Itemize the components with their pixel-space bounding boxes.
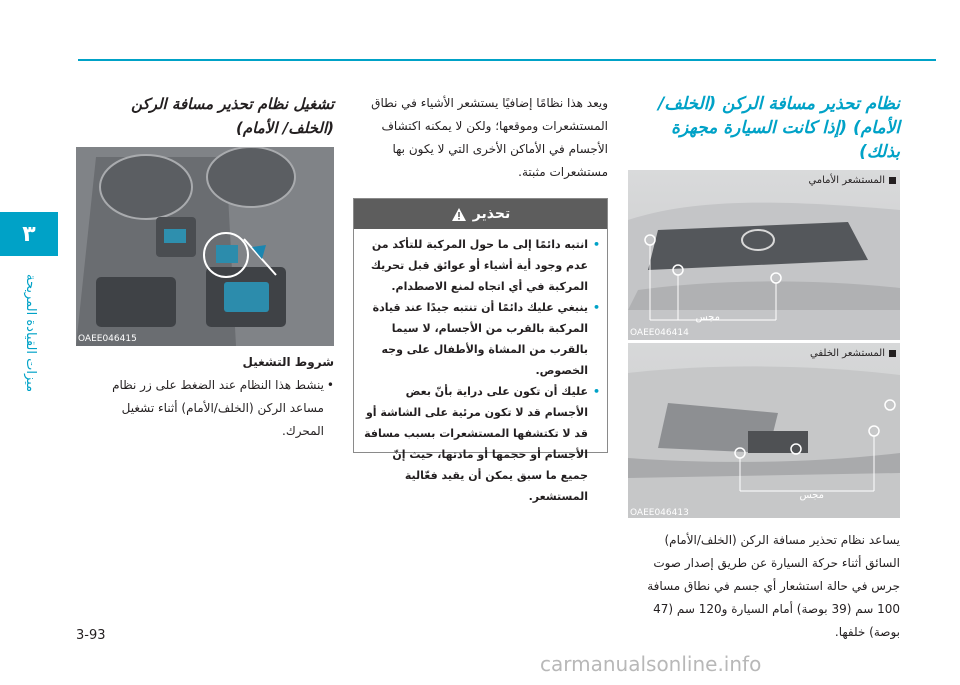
intro-paragraph: يساعد نظام تحذير مسافة الركن (الخلف/الأمام) السائق أثناء حركة السيارة عن طريق إصدار صوت جرس في حالة استشعار أي جسم في نطاق مسافة 100 سم (39 بوصة) أمام السيارة و120 سم (47 بوصة) خلفها. [647,533,900,639]
rear-sensor-callout: مجس [799,490,824,501]
button-photo [76,147,334,346]
bullet-dot: • [326,378,334,392]
conditions-heading: شروط التشغيل [242,355,334,369]
front-sensor-photo [628,170,900,340]
chapter-number: ٣ [22,221,36,247]
button-photo-code: OAEE046415 [78,334,137,344]
label-marker [889,350,896,357]
header-rule [78,59,936,61]
front-sensor-label: المستشعر الأمامي [730,175,896,186]
rear-sensor-label: المستشعر الخلفي [730,348,896,359]
operation-heading: تشغيل نظام تحذير مسافة الركن (الخلف/ الأمام) [131,95,334,137]
conditions-bullet [76,374,334,443]
warning-item: • ينبغي عليك دائمًا أن تنتبه جيدًا عند قيادة المركبة بالقرب من الأجسام، لا سيما بالقرب من المشاة والأطفال على وجه الخصوص. [362,297,600,381]
section-heading: نظام تحذير مسافة الركن (الخلف/ الأمام) (إذا كانت السيارة مجهزة بذلك) [658,94,900,162]
warning-item: • عليك أن تكون على دراية بأنّ بعض الأجسام قد لا تكون مرئية على الشاشة أو قد لا تكتشفها المستشعرات بسبب مسافة الأجسام أو حجمها أو مادتها، حيث إنّ جميع ما سبق يمكن أن يقيد فعّالية المستشعر. [362,381,600,507]
label-marker [889,177,896,184]
conditions-text: ينشط هذا النظام عند الضغط على زر نظام مساعد الركن (الخلف/الأمام) أثناء تشغيل المحرك. [112,378,324,438]
middle-paragraph: ويعد هذا نظامًا إضافيًا يستشعر الأشياء في نطاق المستشعرات وموقعها؛ ولكن لا يمكنه اكتشاف الأجسام في الأماكن الأخرى التي لا يكون بها مستشعرات مثبتة. [371,96,608,179]
page-number: 3-93 [76,628,106,643]
front-sensor-callout: مجس [695,312,720,323]
chapter-title: ميزات القيادة المريحة [23,273,38,392]
warning-item: • انتبه دائمًا إلى ما حول المركبة للتأكد من عدم وجود أية أشياء أو عوائق قبل تحريك المركبة في أي اتجاه لمنع الاصطدام. [362,234,600,297]
warning-icon [451,207,467,222]
watermark: carmanualsonline.info [540,652,762,676]
rear-photo-code: OAEE046413 [630,508,689,518]
front-photo-code: OAEE046414 [630,328,689,338]
warning-header [354,199,607,229]
rear-sensor-photo [628,343,900,518]
warning-list [362,234,600,507]
warning-title: تحذير [472,206,511,222]
